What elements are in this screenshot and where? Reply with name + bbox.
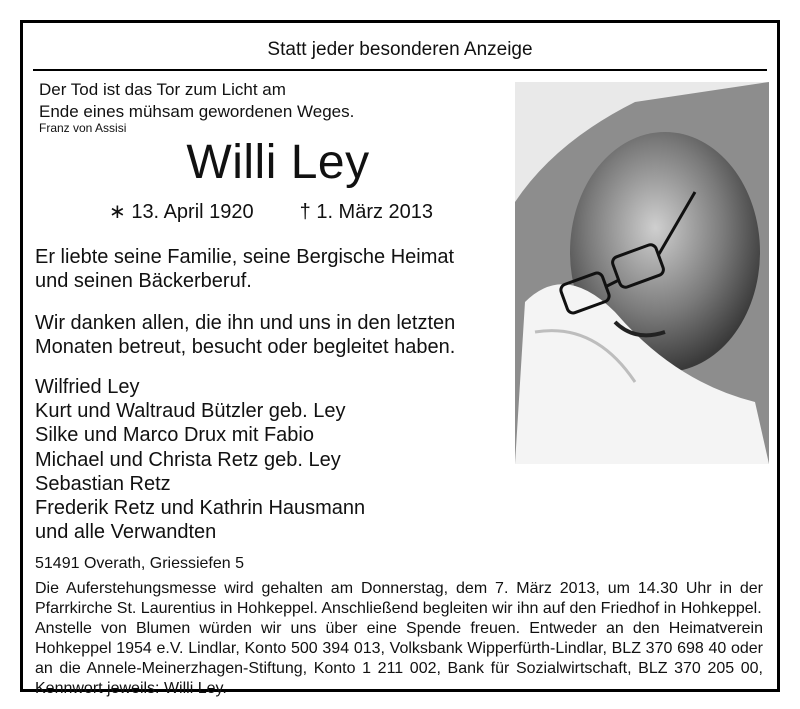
obituary-frame bbox=[20, 20, 780, 697]
family-member: Michael und Christa Retz geb. Ley bbox=[35, 448, 341, 471]
header-title: Statt jeder besonderen Anzeige bbox=[267, 39, 533, 60]
family-member: und alle Verwandten bbox=[35, 521, 217, 544]
family-member: Kurt und Waltraud Bützler geb. Ley bbox=[35, 400, 346, 423]
life-dates bbox=[109, 199, 433, 224]
thanks-paragraph bbox=[35, 311, 455, 359]
paragraph-line: und seinen Bäckerberuf. bbox=[35, 270, 252, 292]
family-member: Frederik Retz und Kathrin Hausmann bbox=[35, 497, 366, 520]
deceased-name: Willi Ley bbox=[186, 136, 370, 189]
header-divider bbox=[33, 69, 767, 71]
portrait-photo bbox=[515, 82, 769, 464]
family-member: Sebastian Retz bbox=[35, 472, 171, 495]
family-member: Wilfried Ley bbox=[35, 376, 140, 398]
quote-line: Ende eines mühsam gewordenen Weges. bbox=[39, 102, 355, 121]
birth-date: ∗ 13. April 1920 bbox=[109, 201, 254, 223]
funeral-text: Die Auferstehungsmesse wird gehalten am Donnerstag, dem 7. März 2013, um 14.30 Uhr in der Pfarrkirche St. Laurentius in Hohkeppel. Anschließend begleiten wir ihn auf den Friedhof in Hohkeppel. bbox=[35, 580, 763, 617]
tribute-paragraph bbox=[35, 245, 454, 293]
family-list bbox=[35, 375, 365, 544]
family-member: Silke und Marco Drux mit Fabio bbox=[35, 424, 314, 447]
donation-text: Anstelle von Blumen würden wir uns über eine Spende freuen. Entweder an den Heimatverein Hohkeppel 1954 e.V. Lindlar, Konto 500 394 013, Volksbank Wipperfürth-Lindlar, BLZ 370 698 40 oder an die Annele-Meinerzhagen-Stiftung, Konto 1 211 002, Bank für Sozialwirtschaft, BLZ 370 205 00, Kennwort jeweils: Willi Ley. bbox=[35, 620, 763, 697]
address: 51491 Overath, Griessiefen 5 bbox=[35, 555, 245, 572]
paragraph-line: Er liebte seine Familie, seine Bergische Heimat bbox=[35, 246, 455, 268]
quote-line: Der Tod ist das Tor zum Licht am bbox=[39, 80, 286, 99]
paragraph-line: Monaten betreut, besucht oder begleitet haben. bbox=[35, 336, 456, 358]
quote bbox=[39, 79, 354, 123]
paragraph-line: Wir danken allen, die ihn und uns in den letzten bbox=[35, 312, 456, 334]
death-date: † 1. März 2013 bbox=[299, 201, 434, 223]
quote-author: Franz von Assisi bbox=[39, 121, 127, 135]
